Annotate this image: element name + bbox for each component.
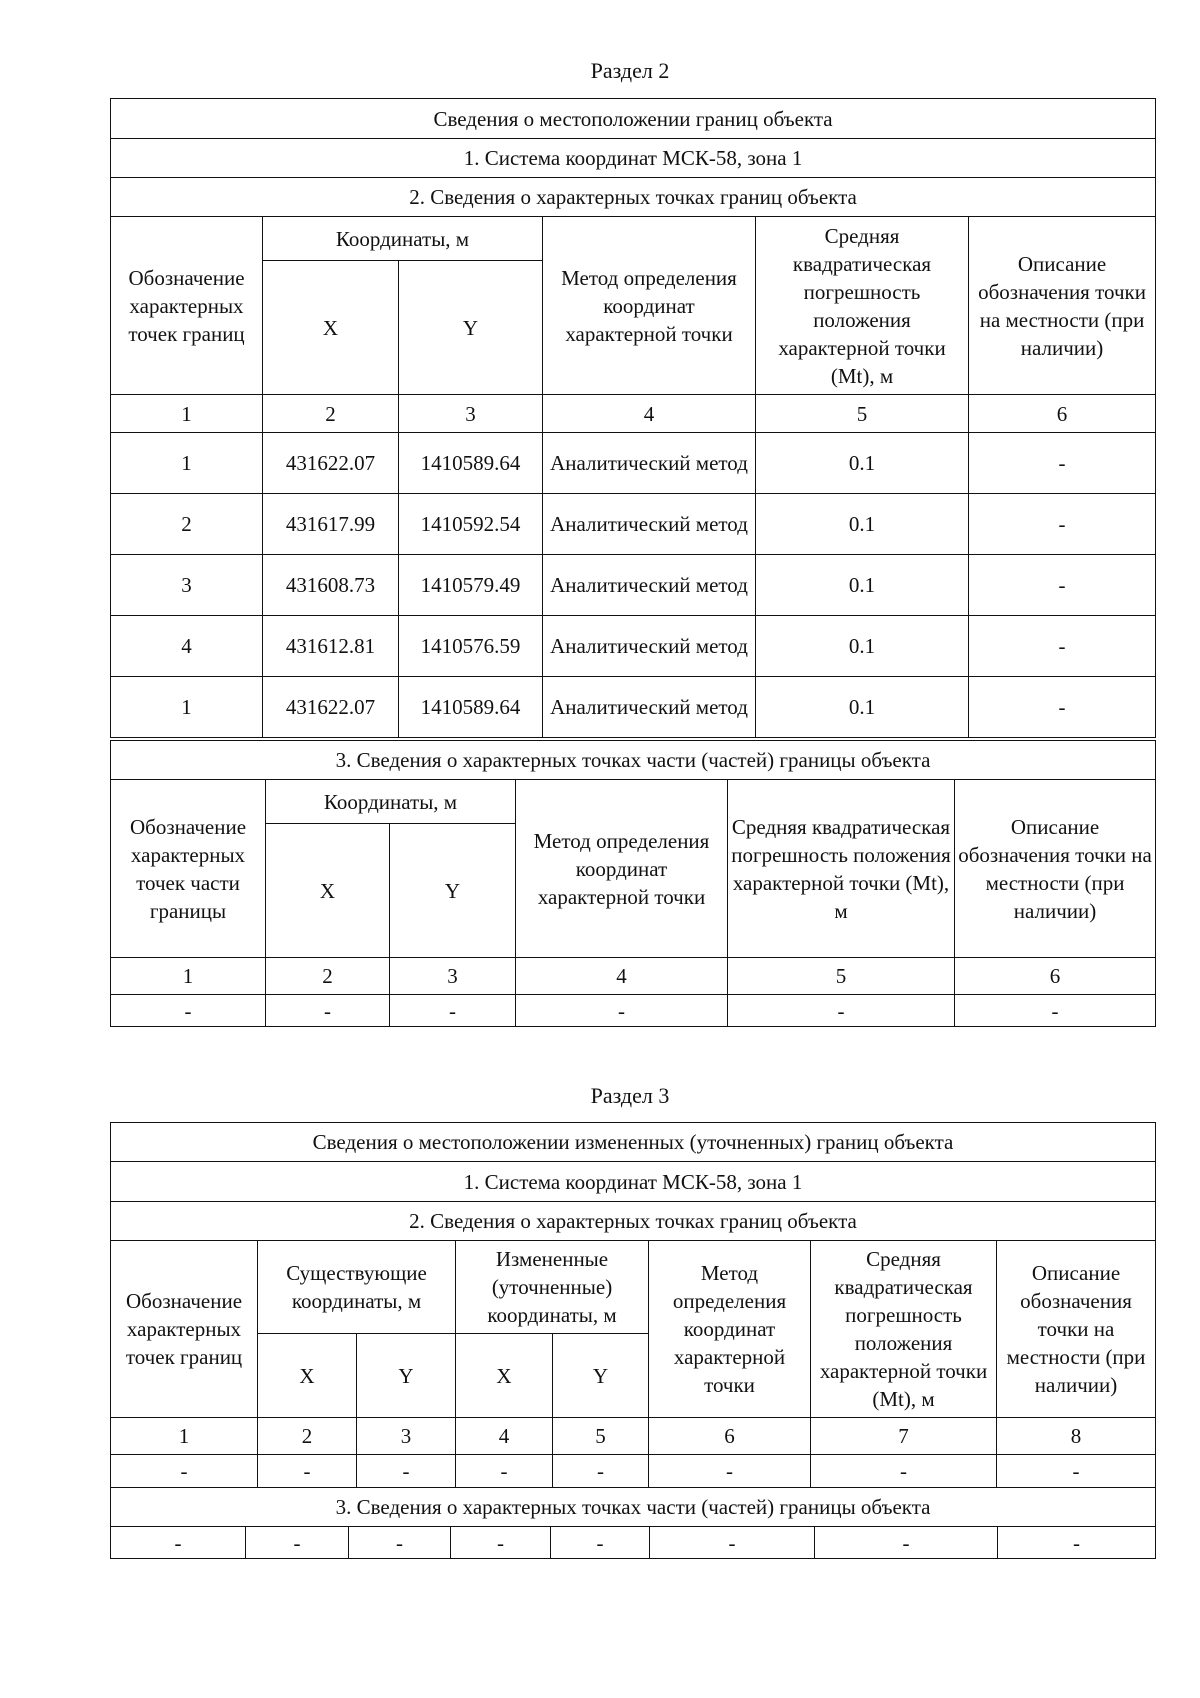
cell-empty: - <box>728 995 955 1027</box>
cell-empty: - <box>649 1455 811 1488</box>
cell-empty: - <box>357 1455 456 1488</box>
header-y: Y <box>357 1334 456 1418</box>
cell-point: 1 <box>111 433 263 494</box>
cell-empty: - <box>516 995 728 1027</box>
cell-x: 431612.81 <box>263 616 399 677</box>
col-num: 4 <box>543 395 756 433</box>
cell-empty: - <box>349 1527 451 1559</box>
cell-empty: - <box>553 1455 649 1488</box>
coord-system: 1. Система координат МСК-58, зона 1 <box>111 139 1156 178</box>
section-3-title: Раздел 3 <box>590 1083 670 1108</box>
header-y: Y <box>553 1334 649 1418</box>
cell-error: 0.1 <box>756 433 969 494</box>
subsection-title: 2. Сведения о характерных точках границ объекта <box>111 1202 1156 1241</box>
header-x: X <box>258 1334 357 1418</box>
cell-empty: - <box>390 995 516 1027</box>
col-num: 4 <box>516 958 728 995</box>
header-error: Средняя квадратическая погрешность положения характерной точки (Mt), м <box>728 780 955 958</box>
col-num: 5 <box>756 395 969 433</box>
cell-point: 1 <box>111 677 263 738</box>
cell-empty: - <box>266 995 390 1027</box>
col-num: 4 <box>456 1418 553 1455</box>
cell-empty: - <box>650 1527 815 1559</box>
header-method: Метод определения координат характерной точки <box>516 780 728 958</box>
cell-y: 1410579.49 <box>399 555 543 616</box>
cell-empty: - <box>551 1527 650 1559</box>
cell-method: Аналитический метод <box>543 494 756 555</box>
cell-empty: - <box>246 1527 349 1559</box>
header-desc: Описание обозначения точки на местности (при наличии) <box>997 1241 1156 1418</box>
cell-point: 3 <box>111 555 263 616</box>
coord-system: 1. Система координат МСК-58, зона 1 <box>111 1162 1156 1202</box>
col-num: 6 <box>649 1418 811 1455</box>
table-row <box>111 555 1156 616</box>
table-row <box>111 1527 1156 1559</box>
col-num: 3 <box>399 395 543 433</box>
col-num: 5 <box>728 958 955 995</box>
table-row <box>111 1455 1156 1488</box>
cell-empty: - <box>111 1455 258 1488</box>
header-changed-coords: Измененные (уточненные) координаты, м <box>456 1241 649 1334</box>
table-row <box>111 494 1156 555</box>
cell-y: 1410576.59 <box>399 616 543 677</box>
cell-desc: - <box>969 677 1156 738</box>
header-coords: Координаты, м <box>266 780 516 824</box>
cell-x: 431608.73 <box>263 555 399 616</box>
cell-empty: - <box>258 1455 357 1488</box>
table-title: Сведения о местоположении границ объекта <box>111 99 1156 139</box>
col-num: 2 <box>266 958 390 995</box>
cell-empty: - <box>955 995 1156 1027</box>
col-num: 3 <box>357 1418 456 1455</box>
cell-error: 0.1 <box>756 677 969 738</box>
header-method: Метод определения координат характерной точки <box>543 217 756 395</box>
header-point: Обозначение характерных точек границ <box>111 217 263 395</box>
cell-empty: - <box>997 1455 1156 1488</box>
subsection-title: 2. Сведения о характерных точках границ объекта <box>111 178 1156 217</box>
cell-empty: - <box>111 995 266 1027</box>
header-x: X <box>263 261 399 395</box>
col-num: 2 <box>258 1418 357 1455</box>
cell-empty: - <box>451 1527 551 1559</box>
col-num: 2 <box>263 395 399 433</box>
col-num: 1 <box>111 395 263 433</box>
cell-method: Аналитический метод <box>543 677 756 738</box>
cell-empty: - <box>811 1455 997 1488</box>
subsection-title: 3. Сведения о характерных точках части (частей) границы объекта <box>111 1488 1156 1527</box>
cell-error: 0.1 <box>756 616 969 677</box>
header-error: Средняя квадратическая погрешность положения характерной точки (Mt), м <box>756 217 969 395</box>
cell-empty: - <box>815 1527 998 1559</box>
header-error: Средняя квадратическая погрешность положения характерной точки (Mt), м <box>811 1241 997 1418</box>
section-2-title: Раздел 2 <box>590 58 670 83</box>
cell-desc: - <box>969 616 1156 677</box>
header-x: X <box>456 1334 553 1418</box>
col-num: 3 <box>390 958 516 995</box>
section-3-table <box>110 1122 1156 1488</box>
col-num: 1 <box>111 958 266 995</box>
table-title: Сведения о местоположении измененных (уточненных) границ объекта <box>111 1123 1156 1162</box>
cell-desc: - <box>969 555 1156 616</box>
section-3-parts-table <box>110 1487 1156 1559</box>
cell-error: 0.1 <box>756 494 969 555</box>
header-point: Обозначение характерных точек границ <box>111 1241 258 1418</box>
cell-desc: - <box>969 494 1156 555</box>
cell-point: 2 <box>111 494 263 555</box>
header-desc: Описание обозначения точки на местности (при наличии) <box>955 780 1156 958</box>
cell-method: Аналитический метод <box>543 555 756 616</box>
cell-error: 0.1 <box>756 555 969 616</box>
col-num: 1 <box>111 1418 258 1455</box>
cell-y: 1410592.54 <box>399 494 543 555</box>
header-existing-coords: Существующие координаты, м <box>258 1241 456 1334</box>
cell-x: 431622.07 <box>263 433 399 494</box>
col-num: 5 <box>553 1418 649 1455</box>
col-num: 6 <box>969 395 1156 433</box>
header-point: Обозначение характерных точек части границы <box>111 780 266 958</box>
cell-desc: - <box>969 433 1156 494</box>
header-y: Y <box>399 261 543 395</box>
cell-empty: - <box>456 1455 553 1488</box>
table-row <box>111 995 1156 1027</box>
header-method: Метод определения координат характерной точки <box>649 1241 811 1418</box>
header-x: X <box>266 824 390 958</box>
cell-method: Аналитический метод <box>543 433 756 494</box>
cell-empty: - <box>111 1527 246 1559</box>
col-num: 6 <box>955 958 1156 995</box>
header-coords: Координаты, м <box>263 217 543 261</box>
section-2-table <box>110 98 1156 738</box>
cell-y: 1410589.64 <box>399 677 543 738</box>
cell-x: 431622.07 <box>263 677 399 738</box>
header-y: Y <box>390 824 516 958</box>
cell-x: 431617.99 <box>263 494 399 555</box>
section-2-parts-table <box>110 740 1156 1027</box>
subsection-title: 3. Сведения о характерных точках части (частей) границы объекта <box>111 741 1156 780</box>
cell-point: 4 <box>111 616 263 677</box>
table-row <box>111 677 1156 738</box>
table-row <box>111 616 1156 677</box>
header-desc: Описание обозначения точки на местности (при наличии) <box>969 217 1156 395</box>
cell-method: Аналитический метод <box>543 616 756 677</box>
cell-empty: - <box>998 1527 1156 1559</box>
table-row <box>111 433 1156 494</box>
col-num: 8 <box>997 1418 1156 1455</box>
cell-y: 1410589.64 <box>399 433 543 494</box>
col-num: 7 <box>811 1418 997 1455</box>
